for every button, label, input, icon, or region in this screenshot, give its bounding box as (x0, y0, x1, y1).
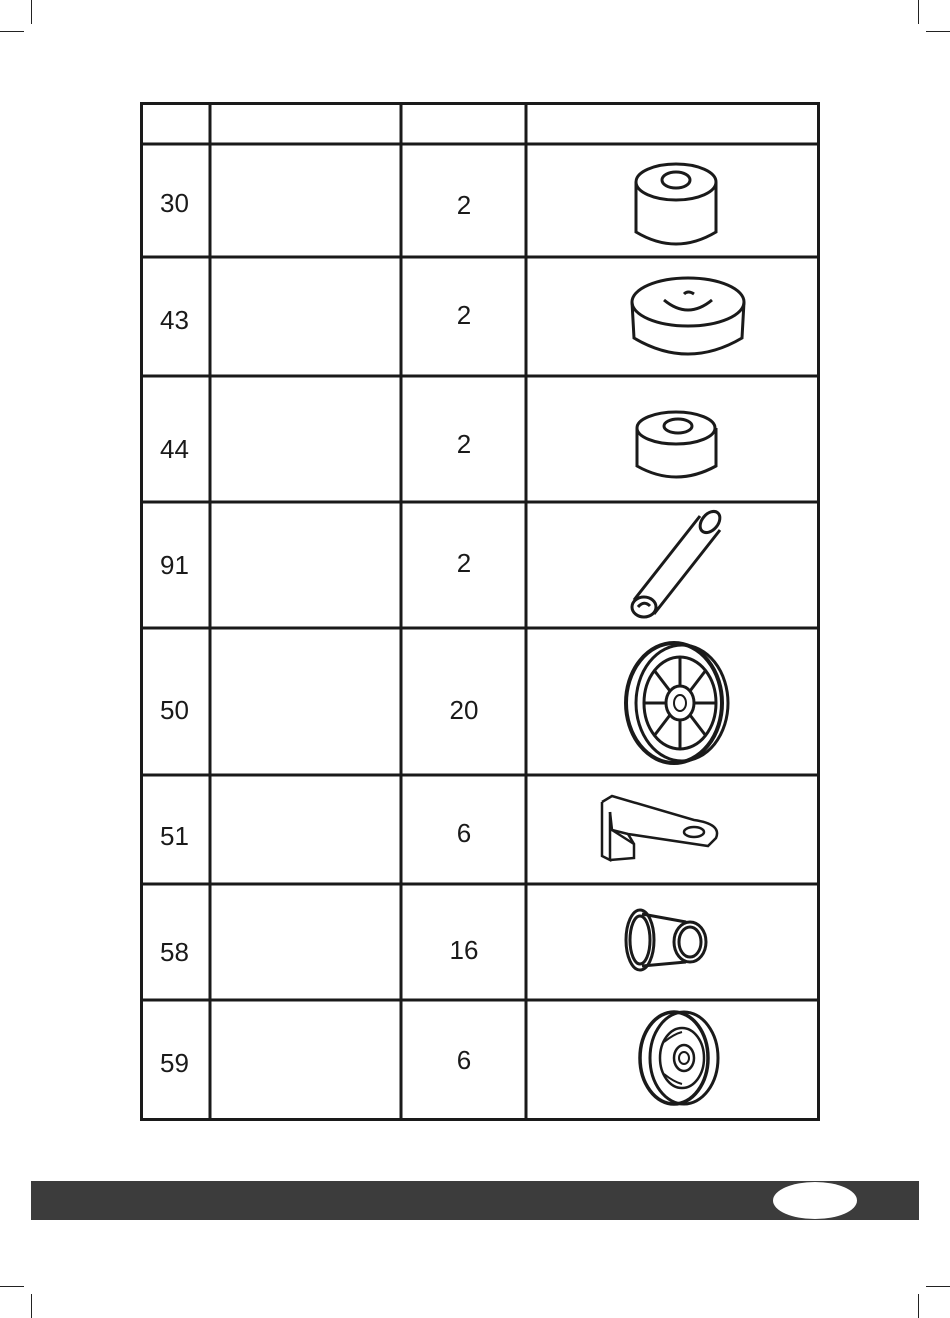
cylindrical-bushing-icon (630, 160, 730, 250)
part-quantity: 2 (456, 429, 472, 459)
part-number: 50 (160, 695, 189, 725)
crop-mark-top-left (0, 31, 24, 32)
short-bushing-icon (632, 406, 722, 486)
crop-mark-top-right (926, 31, 950, 32)
crop-mark-bottom-right (926, 1286, 950, 1287)
crop-mark-bottom-left (31, 1294, 32, 1318)
crop-mark-bottom-right (918, 1294, 919, 1318)
part-quantity: 16 (449, 935, 479, 965)
l-bracket-icon (598, 790, 728, 870)
part-number: 58 (160, 937, 189, 967)
parts-table (140, 102, 820, 1121)
part-quantity: 6 (456, 1045, 472, 1075)
part-number: 30 (160, 188, 189, 218)
part-quantity: 20 (449, 695, 479, 725)
flanged-bushing-icon (620, 904, 712, 976)
wide-bushing-icon (628, 270, 748, 366)
part-number: 51 (160, 821, 189, 851)
pulley-wheel-icon (616, 638, 736, 768)
part-number: 44 (160, 434, 189, 464)
part-quantity: 2 (456, 300, 472, 330)
crop-mark-top-right (918, 0, 919, 24)
page-number-badge (773, 1182, 857, 1219)
crop-mark-top-left (31, 0, 32, 24)
part-number: 59 (160, 1048, 189, 1078)
crop-mark-bottom-left (0, 1286, 24, 1287)
pin-tube-icon (626, 506, 730, 626)
part-quantity: 2 (456, 190, 472, 220)
part-number: 91 (160, 550, 189, 580)
part-quantity: 6 (456, 818, 472, 848)
part-number: 43 (160, 305, 189, 335)
part-quantity: 2 (456, 548, 472, 578)
small-pulley-icon (634, 1006, 726, 1110)
footer-bar (31, 1181, 919, 1220)
